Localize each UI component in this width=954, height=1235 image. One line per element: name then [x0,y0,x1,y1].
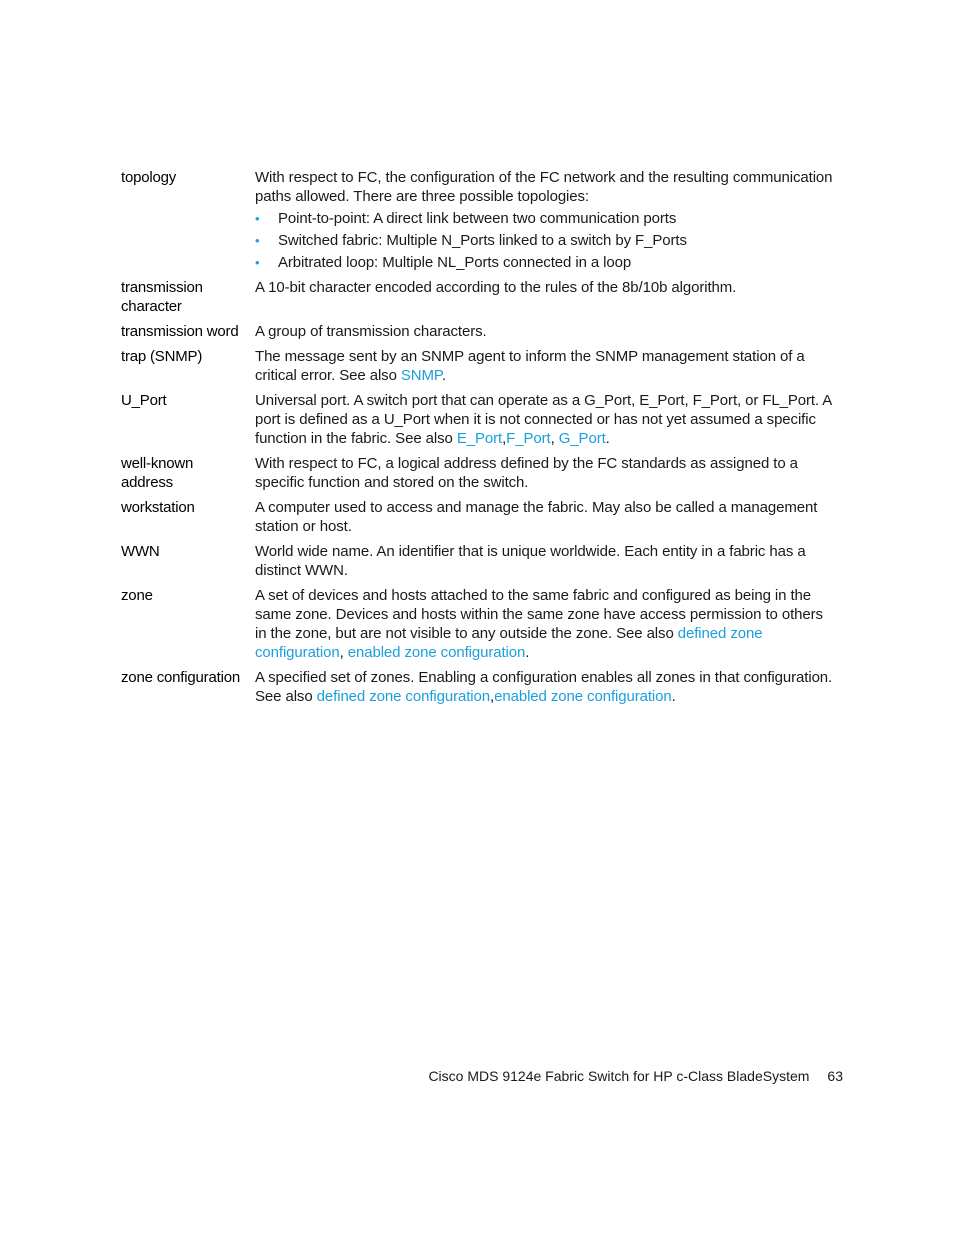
glossary-term: transmission character [121,279,203,315]
link-snmp[interactable]: SNMP [400,367,442,384]
glossary-term: transmission word [121,323,239,340]
glossary-entry-u-port [121,391,836,448]
list-item: • Arbitrated loop: Multiple NL_Ports connected in a loop [255,254,632,271]
glossary-entry-zone [121,586,836,662]
glossary-entry-wwn [121,542,836,580]
glossary-term: zone [121,587,153,604]
link-e-port[interactable]: E_Port [456,430,503,447]
link-defined-zone-configuration[interactable]: defined zone configuration [316,688,491,705]
link-enabled-zone-configuration[interactable]: enabled zone configuration [347,644,526,661]
list-item: • Switched fabric: Multiple N_Ports linked to a switch by F_Ports [255,232,687,249]
glossary-term: well-known address [121,455,194,491]
glossary-term: WWN [121,543,160,560]
glossary-entry-zone-configuration [121,668,836,706]
glossary-entry-trap-snmp [121,347,836,385]
glossary-definition: With respect to FC, a logical address defined by the FC standards as assigned to a specific function and stored on the switch. [255,455,798,491]
page-footer [428,1067,843,1085]
glossary-entry-well-known-address [121,454,836,492]
glossary-entry-transmission-character [121,278,836,316]
topology-bullet-list [255,209,836,272]
glossary-definition: The message sent by an SNMP agent to inform the SNMP management station of a critical error. See also SNMP. [255,348,805,384]
definition-text: With respect to FC, the configuration of the FC network and the resulting communication paths allowed. There are three possible topologies: [255,169,833,205]
link-enabled-zone-configuration[interactable]: enabled zone configuration [494,688,672,705]
list-item: • Point-to-point: A direct link between two communication ports [255,210,677,227]
glossary-definition [255,168,836,272]
glossary-entry-workstation [121,498,836,536]
glossary-definition: A computer used to access and manage the fabric. May also be called a management station or host. [255,499,818,535]
glossary-definition: A group of transmission characters. [255,323,487,340]
glossary-definition: A set of devices and hosts attached to the same fabric and configured as being in the same zone. Devices and hosts within the same zone have access permission to others in the zone, but are not visible to any outside the zone. See also defined zone configuration, enabled zone configuration. [255,587,823,661]
link-defined-zone-configuration[interactable]: defined zone configuration [255,625,763,661]
glossary-term: trap (SNMP) [121,348,203,365]
glossary-term: workstation [121,499,195,516]
link-f-port[interactable]: F_Port [506,430,551,447]
glossary-list [121,168,836,706]
bullet-icon: • [255,211,260,226]
page-number: 63 [827,1068,843,1084]
glossary-term: U_Port [121,392,167,409]
bullet-icon: • [255,255,260,270]
glossary-entry-topology [121,168,836,272]
glossary-definition: World wide name. An identifier that is unique worldwide. Each entity in a fabric has a distinct WWN. [255,543,806,579]
glossary-definition: A 10-bit character encoded according to the rules of the 8b/10b algorithm. [255,279,737,296]
glossary-definition: Universal port. A switch port that can operate as a G_Port, E_Port, F_Port, or FL_Port. A port is defined as a U_Port when it is not connected or has not yet assumed a specific function in the fabric. See also E_Port,F_Port, G_Port. [255,392,832,447]
glossary-definition: A specified set of zones. Enabling a configuration enables all zones in that configuration. See also defined zone configuration,enabled zone configuration. [255,669,833,705]
link-g-port[interactable]: G_Port [558,430,606,447]
glossary-entry-transmission-word [121,322,836,341]
glossary-term: zone configuration [121,669,240,686]
footer-title: Cisco MDS 9124e Fabric Switch for HP c-Class BladeSystem [428,1068,810,1084]
bullet-icon: • [255,233,260,248]
glossary-term: topology [121,169,177,186]
